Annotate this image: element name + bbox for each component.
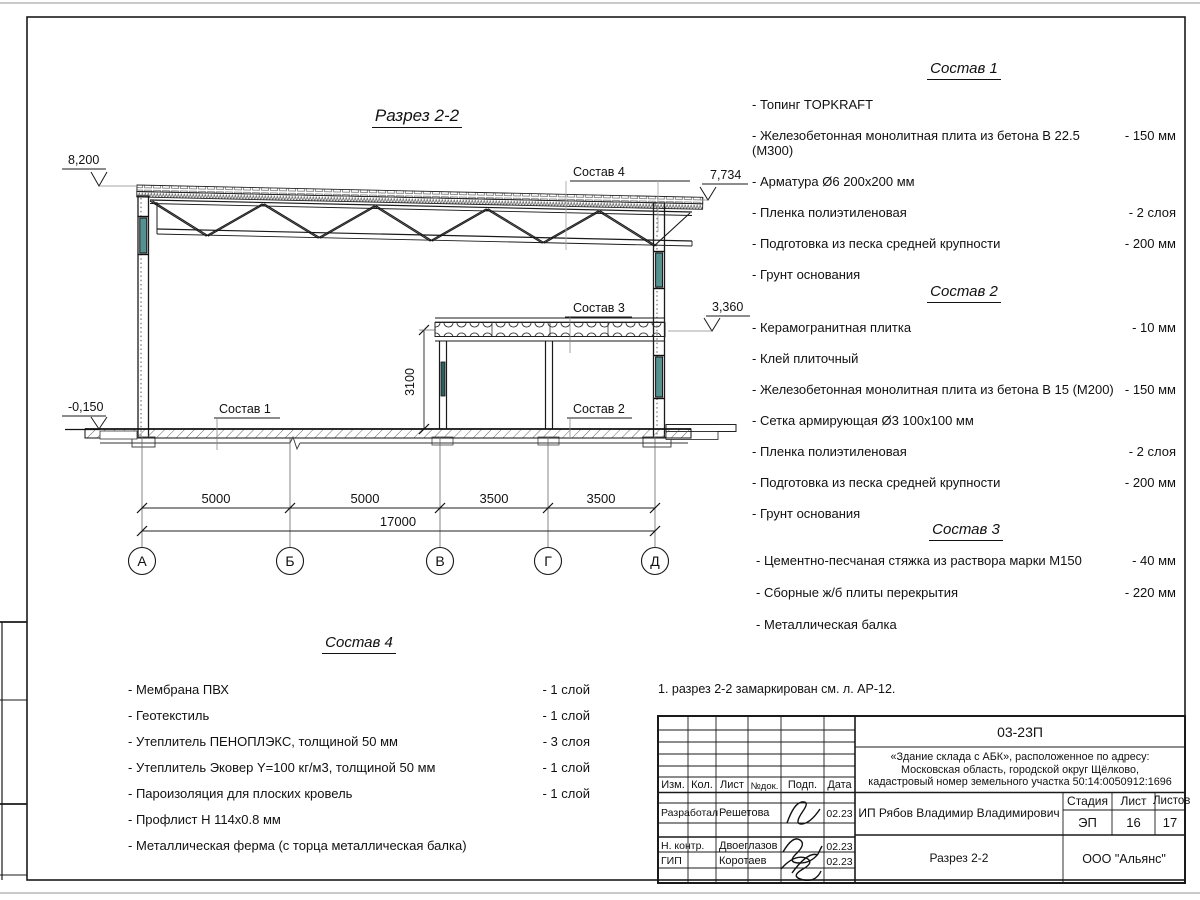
list-item bbox=[752, 267, 1176, 282]
dim-3500-1: 3500 bbox=[479, 491, 509, 506]
dim-3500-2: 3500 bbox=[586, 491, 616, 506]
sostav-4-title: Состав 4 bbox=[128, 634, 590, 651]
list-item-text: - Топинг TOPKRAFT bbox=[752, 97, 874, 112]
left-wall-window bbox=[138, 217, 150, 255]
list-item-value bbox=[1168, 267, 1176, 282]
dim-3100: 3100 bbox=[403, 368, 417, 396]
tb-col-list: Лист bbox=[720, 779, 744, 791]
list-item bbox=[752, 382, 1176, 397]
sostav-2-title: Состав 2 bbox=[752, 283, 1176, 300]
axis-bubbles bbox=[129, 548, 669, 575]
elevation-8200 bbox=[62, 169, 137, 186]
sostav-4-items bbox=[128, 682, 590, 853]
tb-col-ndok: №док. bbox=[750, 781, 779, 792]
list-item-value: - 220 мм bbox=[1124, 585, 1176, 600]
axis-label-d: Д bbox=[650, 553, 660, 569]
axis-label-g: Г bbox=[544, 553, 552, 569]
axis-label-v: В bbox=[435, 553, 445, 569]
list-item bbox=[128, 812, 590, 827]
signatures bbox=[781, 802, 822, 880]
tb-role-ncontrol: Н. контр. bbox=[661, 840, 705, 852]
callout-sostav-3: Состав 3 bbox=[573, 301, 625, 315]
list-item-value: - 1 слой bbox=[542, 786, 590, 801]
sostav-3-list bbox=[756, 521, 1176, 649]
tb-name-developer: Решетова bbox=[719, 807, 770, 819]
left-wall bbox=[132, 196, 155, 447]
list-item-value: - 1 слой bbox=[542, 708, 590, 723]
sostav-4-list bbox=[128, 634, 590, 864]
list-item-text: - Керамогранитная плитка bbox=[752, 320, 912, 335]
tb-sheet-title: Разрез 2-2 bbox=[929, 851, 989, 865]
list-item bbox=[752, 506, 1176, 521]
sostav-1-items bbox=[752, 97, 1176, 282]
list-item-text: - Подготовка из песка средней крупности bbox=[752, 236, 1001, 251]
list-item bbox=[752, 128, 1176, 158]
list-item bbox=[752, 236, 1176, 251]
signature-dvoeglazov bbox=[783, 839, 822, 863]
tb-sheets-value: 17 bbox=[1162, 815, 1178, 830]
tb-doc-code: 03-23П bbox=[997, 724, 1043, 740]
elevation-floor-value: -0,150 bbox=[68, 400, 104, 414]
elevation-3360-value: 3,360 bbox=[712, 300, 744, 314]
tb-stage-label: Стадия bbox=[1067, 794, 1108, 808]
list-item bbox=[756, 585, 1176, 600]
tb-object-description bbox=[858, 751, 1182, 789]
list-item-text: - Металлическая балка bbox=[756, 617, 897, 632]
list-item-text: - Геотекстиль bbox=[128, 708, 210, 723]
tb-client: ИП Рябов Владимир Владимирович bbox=[858, 806, 1060, 820]
list-item bbox=[752, 444, 1176, 459]
tb-company: ООО "Альянс" bbox=[1082, 852, 1166, 866]
list-item-value: - 150 мм bbox=[1124, 382, 1176, 397]
drawing-title: Разрез 2-2 bbox=[352, 106, 482, 126]
list-item bbox=[756, 553, 1176, 568]
list-item bbox=[128, 734, 590, 749]
column-axis-g bbox=[546, 341, 553, 429]
list-item bbox=[128, 838, 590, 853]
callout-sostav-1: Состав 1 bbox=[219, 402, 271, 416]
list-item bbox=[752, 475, 1176, 490]
list-item bbox=[128, 760, 590, 775]
tb-sheet-label: Лист bbox=[1120, 794, 1147, 808]
list-item-value: - 200 мм bbox=[1124, 236, 1176, 251]
right-wall-window-lower bbox=[654, 356, 666, 399]
list-item-value: - 2 слоя bbox=[1128, 205, 1176, 220]
list-item-text: - Профлист Н 114x0.8 мм bbox=[128, 812, 281, 827]
vertical-dimension-3100 bbox=[419, 325, 436, 434]
list-item-value bbox=[582, 812, 590, 827]
list-item-text: - Сборные ж/б плиты перекрытия bbox=[756, 585, 959, 600]
list-item-value bbox=[1168, 97, 1176, 112]
sostav-2-list bbox=[752, 283, 1176, 537]
elevation-7734 bbox=[700, 184, 748, 200]
elevation-minus-0150 bbox=[62, 416, 107, 429]
list-item bbox=[752, 97, 1176, 112]
list-item-value: - 200 мм bbox=[1124, 475, 1176, 490]
list-item-value: - 3 слоя bbox=[542, 734, 590, 749]
column-axis-v bbox=[440, 341, 447, 429]
elevation-7734-value: 7,734 bbox=[710, 168, 742, 182]
list-item-value: - 150 мм bbox=[1124, 128, 1176, 143]
list-item bbox=[752, 413, 1176, 428]
tb-object-line-1: «Здание склада с АБК», расположенное по адресу: bbox=[890, 751, 1150, 763]
list-item bbox=[752, 320, 1176, 335]
tb-sheet-value: 16 bbox=[1126, 815, 1141, 830]
list-item-value bbox=[1168, 351, 1176, 366]
list-item-text: - Утеплитель Эковер Y=100 кг/м3, толщиной 50 мм bbox=[128, 760, 436, 775]
tb-date-developer: 02.23 bbox=[826, 808, 853, 820]
tb-col-kol: Кол. bbox=[691, 779, 713, 791]
tb-name-ncontrol: Двоеглазов bbox=[719, 840, 778, 852]
dim-17000: 17000 bbox=[379, 514, 417, 529]
elevation-8200-value: 8,200 bbox=[68, 153, 100, 167]
list-item-value: - 1 слой bbox=[542, 682, 590, 697]
tb-name-gip: Коротаев bbox=[719, 855, 767, 867]
callout-sostav-2: Состав 2 bbox=[573, 402, 625, 416]
sostav-3-title: Состав 3 bbox=[756, 521, 1176, 538]
list-item-text: - Цементно-песчаная стяжка из раствора марки М150 bbox=[756, 553, 1082, 568]
list-item-value bbox=[1168, 413, 1176, 428]
list-item-value: - 40 мм bbox=[1132, 553, 1176, 568]
axis-label-a: А bbox=[137, 553, 147, 569]
list-item-text: - Арматура Ø6 200x200 мм bbox=[752, 174, 915, 189]
elevation-3360 bbox=[668, 316, 750, 331]
list-item bbox=[128, 786, 590, 801]
list-item-text: - Клей плиточный bbox=[752, 351, 859, 366]
list-item-text: - Сетка армирующая Ø3 100x100 мм bbox=[752, 413, 974, 428]
list-item-text: - Утеплитель ПЕНОПЛЭКС, толщиной 50 мм bbox=[128, 734, 398, 749]
signature-reshetova bbox=[787, 802, 820, 824]
sostav-2-items bbox=[752, 320, 1176, 521]
callout-sostav-4: Состав 4 bbox=[573, 165, 625, 179]
list-item-text: - Грунт основания bbox=[752, 267, 861, 282]
sostav-3-items bbox=[756, 553, 1176, 632]
tb-col-data: Дата bbox=[827, 779, 852, 791]
list-item-text: - Грунт основания bbox=[752, 506, 861, 521]
list-item bbox=[752, 205, 1176, 220]
list-item bbox=[752, 351, 1176, 366]
list-item-value: - 1 слой bbox=[542, 760, 590, 775]
tb-date-gip: 02.23 bbox=[826, 856, 853, 868]
list-item-value: - 10 мм bbox=[1132, 320, 1176, 335]
list-item-text: - Железобетонная монолитная плита из бетона В 15 (М200) bbox=[752, 382, 1114, 397]
tb-role-developer: Разработал bbox=[661, 807, 719, 819]
tb-col-podp: Подп. bbox=[787, 779, 818, 791]
list-item-text: - Мембрана ПВХ bbox=[128, 682, 229, 697]
list-item-text: - Подготовка из песка средней крупности bbox=[752, 475, 1001, 490]
dim-5000-1: 5000 bbox=[201, 491, 231, 506]
tb-sheets-label: Листов bbox=[1153, 795, 1191, 807]
tb-date-ncontrol: 02.23 bbox=[826, 841, 853, 853]
tb-object-line-2: Московская область, городской округ Щёлково, bbox=[900, 763, 1140, 776]
list-item-value bbox=[1168, 617, 1176, 632]
list-item-text: - Металлическая ферма (с торца металлическая балка) bbox=[128, 838, 467, 853]
sostav-1-title: Состав 1 bbox=[752, 60, 1176, 77]
list-item-value bbox=[582, 838, 590, 853]
tb-col-izm: Изм. bbox=[661, 779, 685, 791]
sheet-note: 1. разрез 2-2 замаркирован см. л. АР-12. bbox=[658, 682, 896, 696]
list-item-text: - Пленка полиэтиленовая bbox=[752, 444, 907, 459]
tb-stage-value: ЭП bbox=[1078, 815, 1097, 830]
list-item-value bbox=[1168, 506, 1176, 521]
right-wall-window-upper bbox=[654, 252, 666, 289]
mezzanine bbox=[432, 318, 665, 445]
list-item-text: - Пленка полиэтиленовая bbox=[752, 205, 907, 220]
tb-role-gip: ГИП bbox=[661, 855, 682, 867]
list-item-value bbox=[1168, 174, 1176, 189]
dim-5000-2: 5000 bbox=[350, 491, 380, 506]
tb-object-line-3: кадастровый номер земельного участка 50:14:0050912:1696 bbox=[868, 776, 1172, 789]
list-item bbox=[128, 708, 590, 723]
list-item-value: - 2 слоя bbox=[1128, 444, 1176, 459]
list-item bbox=[752, 174, 1176, 189]
floor-slab bbox=[65, 429, 691, 449]
axis-label-b: Б bbox=[285, 553, 295, 569]
sostav-1-list bbox=[752, 60, 1176, 298]
list-item-text: - Железобетонная монолитная плита из бетона В 22.5 (М300) bbox=[752, 128, 1080, 158]
list-item bbox=[756, 617, 1176, 632]
list-item-text: - Пароизоляция для плоских кровель bbox=[128, 786, 353, 801]
signature-korotaev bbox=[781, 854, 821, 880]
list-item bbox=[128, 682, 590, 697]
